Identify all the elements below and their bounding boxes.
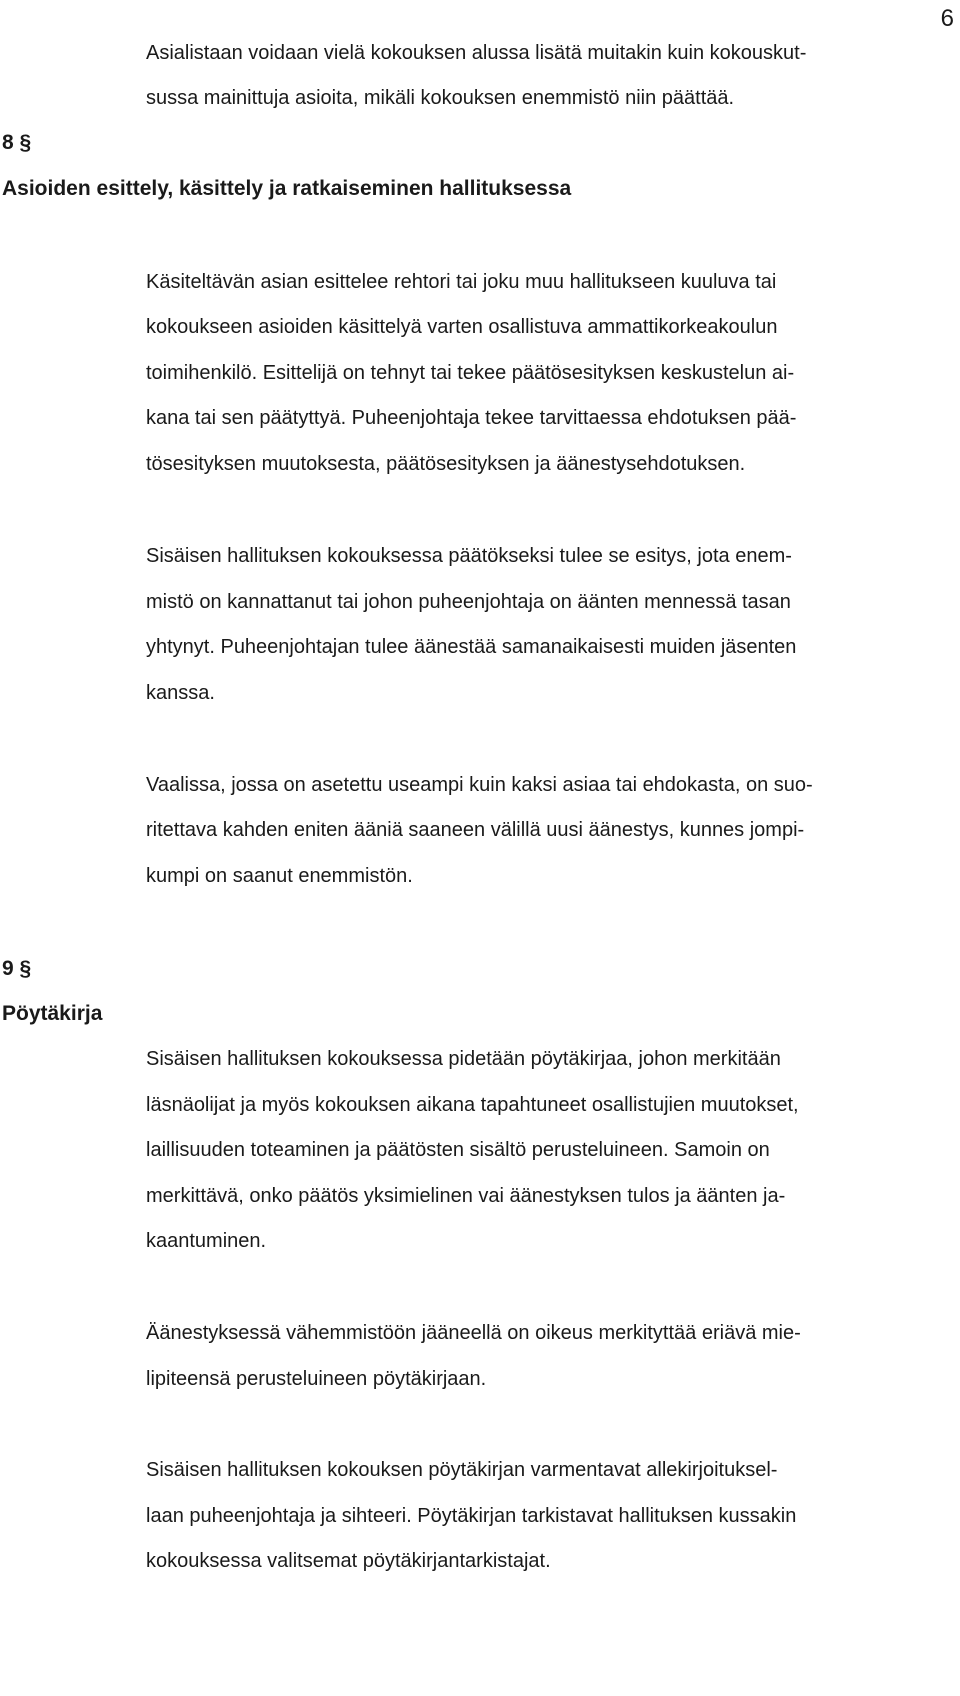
text-line: Vaalissa, jossa on asetettu useampi kuin kaksi asiaa tai ehdokasta, on suo-: [146, 774, 813, 796]
section-title: Pöytäkirja: [2, 1002, 103, 1025]
text-line: sussa mainittuja asioita, mikäli kokouksen enemmistö niin päättää.: [146, 87, 735, 109]
text-line: kanssa.: [146, 682, 215, 704]
page-number: 6: [940, 5, 954, 32]
section-number: 9 §: [2, 957, 32, 980]
text-line: merkittävä, onko päätös yksimielinen vai äänestyksen tulos ja äänten ja-: [146, 1185, 786, 1207]
section-title: Asioiden esittely, käsittely ja ratkaiseminen hallituksessa: [2, 177, 572, 200]
text-line: kaantuminen.: [146, 1230, 267, 1252]
text-line: Äänestyksessä vähemmistöön jääneellä on oikeus merkityttää eriävä mie-: [146, 1322, 801, 1344]
text-line: kumpi on saanut enemmistön.: [146, 865, 413, 887]
text-line: Sisäisen hallituksen kokouksen pöytäkirjan varmentavat allekirjoituksel-: [146, 1459, 778, 1481]
text-line: tösesityksen muutoksesta, päätösesityksen ja äänestysehdotuksen.: [146, 453, 746, 475]
text-line: yhtynyt. Puheenjohtajan tulee äänestää samanaikaisesti muiden jäsenten: [146, 636, 797, 658]
text-line: Sisäisen hallituksen kokouksessa päätökseksi tulee se esitys, jota enem-: [146, 545, 792, 567]
text-line: laillisuuden toteaminen ja päätösten sisältö perusteluineen. Samoin on: [146, 1139, 770, 1161]
text-line: lipiteensä perusteluineen pöytäkirjaan.: [146, 1368, 487, 1390]
text-line: Sisäisen hallituksen kokouksessa pidetään pöytäkirjaa, johon merkitään: [146, 1048, 781, 1070]
text-line: Käsiteltävän asian esittelee rehtori tai joku muu hallitukseen kuuluva tai: [146, 271, 777, 293]
text-line: kokoukseen asioiden käsittelyä varten osallistuva ammattikorkeakoulun: [146, 316, 778, 338]
text-line: kana tai sen päätyttyä. Puheenjohtaja tekee tarvittaessa ehdotuksen pää-: [146, 407, 797, 429]
text-line: laan puheenjohtaja ja sihteeri. Pöytäkirjan tarkistavat hallituksen kussakin: [146, 1505, 797, 1527]
text-line: mistö on kannattanut tai johon puheenjohtaja on äänten mennessä tasan: [146, 591, 791, 613]
text-line: toimihenkilö. Esittelijä on tehnyt tai tekee päätösesityksen keskustelun ai-: [146, 362, 795, 384]
text-line: ritettava kahden eniten ääniä saaneen välillä uusi äänestys, kunnes jompi-: [146, 819, 805, 841]
text-line: läsnäolijat ja myös kokouksen aikana tapahtuneet osallistujien muutokset,: [146, 1094, 799, 1116]
text-line: Asialistaan voidaan vielä kokouksen alussa lisätä muitakin kuin kokouskut-: [146, 42, 807, 64]
section-number: 8 §: [2, 131, 32, 154]
text-line: kokouksessa valitsemat pöytäkirjantarkistajat.: [146, 1550, 551, 1572]
